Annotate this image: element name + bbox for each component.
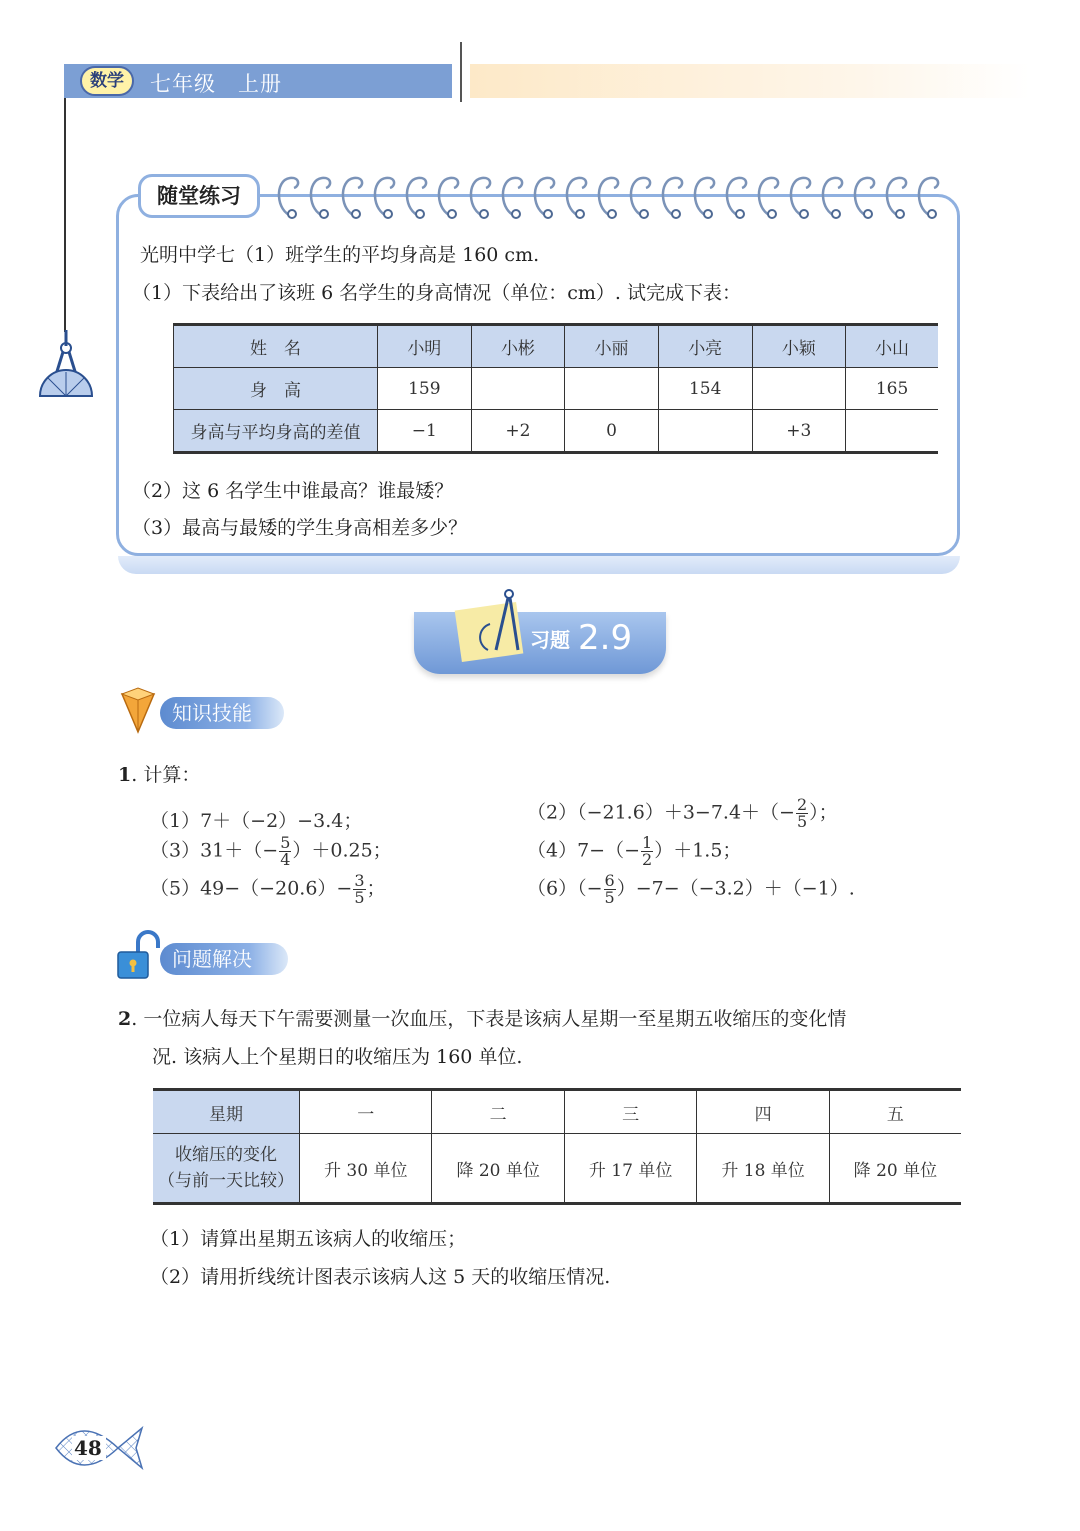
table-cell: 小明 [378, 325, 472, 368]
table-cell: 星期 [153, 1090, 300, 1134]
numerator: 5 [280, 833, 291, 852]
expr-6 [527, 873, 855, 906]
header-divider [460, 42, 462, 102]
table-cell: 身 高 [174, 368, 378, 410]
expr-part: ）； [809, 801, 838, 824]
expr-part: （2）（−21.6）＋3−7.4＋（− [527, 801, 795, 824]
table-cell: +3 [752, 410, 846, 453]
margin-line [64, 98, 66, 332]
fraction [641, 835, 653, 868]
blood-pressure-table [153, 1088, 961, 1205]
exercise-2-line1: 2. 一位病人每天下午需要测量一次血压，下表是该病人星期一至星期五收缩压的变化情 [118, 1008, 847, 1030]
expr-part: （6）（− [527, 877, 603, 900]
ring-hole [896, 210, 904, 218]
table-row [153, 1090, 961, 1134]
expr-part: ）＋1.5； [654, 839, 742, 862]
ring-hole [512, 210, 520, 218]
table-cell: +2 [471, 410, 565, 453]
expr-1: （1）7＋（−2）−3.4； [150, 810, 363, 832]
table-cell: 159 [378, 368, 472, 410]
table-cell: 姓 名 [174, 325, 378, 368]
practice-q2: （2）这 6 名学生中谁最高？谁最矮？ [132, 480, 454, 502]
spiral-rings-icon [272, 172, 952, 224]
expr-2 [527, 797, 838, 830]
ring-hole [704, 210, 712, 218]
table-cell: 小山 [846, 325, 938, 368]
ring-hole [768, 210, 776, 218]
compass-icon [474, 588, 524, 658]
table-cell [471, 368, 565, 410]
subject-logo: 数学 [80, 66, 134, 96]
exercise-label: 习题 [530, 628, 570, 652]
ring-hole [288, 210, 296, 218]
table-row [174, 325, 939, 368]
practice-box-shadow [118, 556, 960, 574]
fraction [796, 797, 808, 830]
row-label: 收缩压的变化 [175, 1145, 277, 1165]
table-cell: 二 [432, 1090, 564, 1134]
table-cell: 降 20 单位 [432, 1134, 564, 1204]
table-cell: 165 [846, 368, 938, 410]
ring-hole [480, 210, 488, 218]
expr-3 [150, 835, 392, 868]
table-cell: 升 30 单位 [300, 1134, 432, 1204]
denominator: 4 [280, 850, 291, 869]
table-cell: 身高与平均身高的差值 [174, 410, 378, 453]
height-table [173, 323, 938, 454]
exercise-2-q2: （2）请用折线统计图表示该病人这 5 天的收缩压情况. [150, 1266, 611, 1288]
denominator: 2 [642, 850, 653, 869]
table-cell: 三 [564, 1090, 696, 1134]
practice-q3: （3）最高与最矮的学生身高相差多少？ [132, 517, 468, 539]
ring-hole [832, 210, 840, 218]
ring-hole [864, 210, 872, 218]
expr-part: （5）49−（−20.6）− [150, 877, 353, 900]
ring-hole [384, 210, 392, 218]
table-cell: 小颖 [752, 325, 846, 368]
item-number: 2 [118, 1008, 132, 1030]
item-text: 计算： [143, 764, 201, 786]
table-cell [153, 1134, 300, 1204]
table-cell: 五 [829, 1090, 961, 1134]
ring-hole [576, 210, 584, 218]
expr-part: （3）31＋（− [150, 839, 279, 862]
fraction [604, 873, 616, 906]
table-cell: 小丽 [565, 325, 659, 368]
table-cell [565, 368, 659, 410]
practice-tab: 随堂练习 [138, 174, 260, 218]
table-cell: 小彬 [471, 325, 565, 368]
table-cell: 0 [565, 410, 659, 453]
expr-part: ； [366, 877, 386, 900]
table-cell: 升 17 单位 [564, 1134, 696, 1204]
table-row [174, 368, 939, 410]
fraction [279, 835, 291, 868]
page-number: 48 [74, 1436, 102, 1460]
exercise-2-line2: 况. 该病人上个星期日的收缩压为 160 单位. [152, 1046, 523, 1068]
book-title: 七年级 上册 [150, 72, 282, 96]
numerator: 2 [796, 795, 808, 814]
table-cell: 四 [697, 1090, 829, 1134]
denominator: 5 [604, 888, 615, 907]
ring-hole [608, 210, 616, 218]
lock-icon [116, 930, 162, 980]
ring-hole [928, 210, 936, 218]
expr-part: ）−7−（−3.2）＋（−1）. [616, 877, 855, 900]
ring-hole [448, 210, 456, 218]
practice-intro: 光明中学七（1）班学生的平均身高是 160 cm. [140, 244, 540, 266]
table-row [153, 1134, 961, 1204]
denominator: 5 [354, 888, 365, 907]
ring-hole [352, 210, 360, 218]
exercise-1: 1. 计算： [118, 764, 201, 786]
diamond-icon [118, 686, 158, 736]
fraction [353, 873, 365, 906]
section-tag-knowledge: 知识技能 [160, 697, 284, 729]
item-number: 1 [118, 764, 132, 786]
ring-hole [544, 210, 552, 218]
numerator: 3 [354, 871, 365, 890]
table-cell: −1 [378, 410, 472, 453]
denominator: 5 [796, 812, 808, 831]
table-cell: 一 [300, 1090, 432, 1134]
expr-4 [527, 835, 741, 868]
table-cell [658, 410, 752, 453]
expr-5 [150, 873, 386, 906]
exercise-2-q1: （1）请算出星期五该病人的收缩压； [150, 1228, 467, 1250]
numerator: 1 [642, 833, 653, 852]
table-row [174, 410, 939, 453]
table-cell: 降 20 单位 [829, 1134, 961, 1204]
exercise-number: 2.9 [578, 618, 633, 658]
ring-hole [640, 210, 648, 218]
item-text: 一位病人每天下午需要测量一次血压，下表是该病人星期一至星期五收缩压的变化情 [143, 1008, 847, 1030]
ring-hole [736, 210, 744, 218]
ring-hole [672, 210, 680, 218]
practice-q1: （1）下表给出了该班 6 名学生的身高情况（单位：cm）. 试完成下表： [132, 282, 741, 304]
ring-hole [800, 210, 808, 218]
table-cell [846, 410, 938, 453]
table-cell: 154 [658, 368, 752, 410]
ring-hole [416, 210, 424, 218]
numerator: 6 [604, 871, 615, 890]
table-cell [752, 368, 846, 410]
section-tag-problem: 问题解决 [160, 943, 288, 975]
row-label: （与前一天比较） [158, 1171, 294, 1191]
expr-part: （4）7−（− [527, 839, 641, 862]
table-cell: 升 18 单位 [697, 1134, 829, 1204]
table-cell: 小亮 [658, 325, 752, 368]
header-gradient [470, 64, 1030, 98]
expr-part: ）＋0.25； [292, 839, 392, 862]
compass-icon [36, 326, 96, 402]
ring-hole [320, 210, 328, 218]
